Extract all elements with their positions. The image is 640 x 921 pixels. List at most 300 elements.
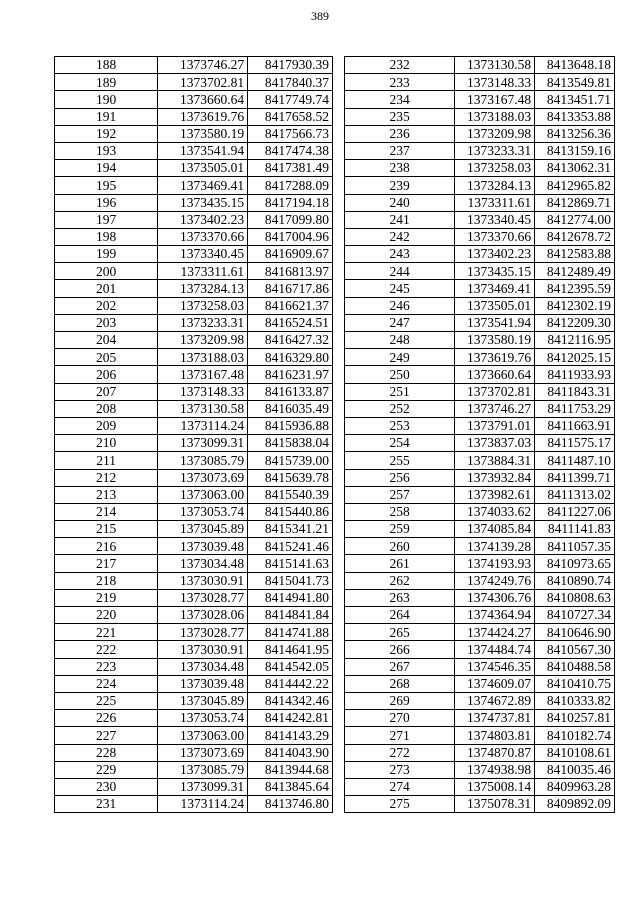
table-row bbox=[345, 692, 615, 709]
x-coordinate-cell: 1373028.06 bbox=[158, 607, 248, 624]
y-coordinate-cell: 8415440.86 bbox=[248, 503, 333, 520]
table-row bbox=[345, 228, 615, 245]
point-number-cell: 225 bbox=[55, 692, 158, 709]
x-coordinate-cell: 1373148.33 bbox=[158, 383, 248, 400]
x-coordinate-cell: 1373402.23 bbox=[158, 211, 248, 228]
table-row bbox=[55, 246, 333, 263]
x-coordinate-cell: 1373045.89 bbox=[158, 692, 248, 709]
y-coordinate-cell: 8415739.00 bbox=[248, 452, 333, 469]
x-coordinate-cell: 1373073.69 bbox=[158, 469, 248, 486]
table-row bbox=[55, 572, 333, 589]
point-number-cell: 240 bbox=[345, 194, 455, 211]
table-row bbox=[55, 744, 333, 761]
table-row bbox=[345, 469, 615, 486]
point-number-cell: 271 bbox=[345, 727, 455, 744]
point-number-cell: 244 bbox=[345, 263, 455, 280]
x-coordinate-cell: 1373209.98 bbox=[455, 125, 535, 142]
point-number-cell: 259 bbox=[345, 521, 455, 538]
y-coordinate-cell: 8412302.19 bbox=[535, 297, 615, 314]
y-coordinate-cell: 8410035.46 bbox=[535, 761, 615, 778]
x-coordinate-cell: 1373284.13 bbox=[455, 177, 535, 194]
table-row bbox=[345, 503, 615, 520]
table-row bbox=[345, 641, 615, 658]
table-row bbox=[345, 589, 615, 606]
point-number-cell: 236 bbox=[345, 125, 455, 142]
point-number-cell: 218 bbox=[55, 572, 158, 589]
y-coordinate-cell: 8417658.52 bbox=[248, 108, 333, 125]
point-number-cell: 205 bbox=[55, 349, 158, 366]
point-number-cell: 247 bbox=[345, 314, 455, 331]
point-number-cell: 268 bbox=[345, 675, 455, 692]
table-row bbox=[55, 57, 333, 74]
table-row bbox=[345, 624, 615, 641]
y-coordinate-cell: 8411753.29 bbox=[535, 400, 615, 417]
table-row bbox=[55, 538, 333, 555]
table-row bbox=[345, 74, 615, 91]
point-number-cell: 266 bbox=[345, 641, 455, 658]
x-coordinate-cell: 1373284.13 bbox=[158, 280, 248, 297]
x-coordinate-cell: 1373053.74 bbox=[158, 503, 248, 520]
y-coordinate-cell: 8410488.58 bbox=[535, 658, 615, 675]
x-coordinate-cell: 1373340.45 bbox=[455, 211, 535, 228]
table-row bbox=[345, 572, 615, 589]
y-coordinate-cell: 8413944.68 bbox=[248, 761, 333, 778]
y-coordinate-cell: 8416524.51 bbox=[248, 314, 333, 331]
table-row bbox=[345, 778, 615, 795]
y-coordinate-cell: 8412489.49 bbox=[535, 263, 615, 280]
y-coordinate-cell: 8412583.88 bbox=[535, 246, 615, 263]
point-number-cell: 220 bbox=[55, 607, 158, 624]
point-number-cell: 227 bbox=[55, 727, 158, 744]
table-row bbox=[345, 349, 615, 366]
y-coordinate-cell: 8417099.80 bbox=[248, 211, 333, 228]
y-coordinate-cell: 8414741.88 bbox=[248, 624, 333, 641]
table-row bbox=[55, 435, 333, 452]
x-coordinate-cell: 1374609.07 bbox=[455, 675, 535, 692]
table-row bbox=[345, 744, 615, 761]
y-coordinate-cell: 8411663.91 bbox=[535, 417, 615, 434]
point-number-cell: 250 bbox=[345, 366, 455, 383]
x-coordinate-cell: 1373837.03 bbox=[455, 435, 535, 452]
table-row bbox=[345, 555, 615, 572]
y-coordinate-cell: 8413159.16 bbox=[535, 142, 615, 159]
point-number-cell: 226 bbox=[55, 710, 158, 727]
x-coordinate-cell: 1373085.79 bbox=[158, 452, 248, 469]
point-number-cell: 209 bbox=[55, 417, 158, 434]
table-row bbox=[345, 383, 615, 400]
table-row bbox=[55, 589, 333, 606]
x-coordinate-cell: 1374870.87 bbox=[455, 744, 535, 761]
point-number-cell: 219 bbox=[55, 589, 158, 606]
x-coordinate-cell: 1374424.27 bbox=[455, 624, 535, 641]
x-coordinate-cell: 1374672.89 bbox=[455, 692, 535, 709]
y-coordinate-cell: 8410257.81 bbox=[535, 710, 615, 727]
point-number-cell: 267 bbox=[345, 658, 455, 675]
page-number: 389 bbox=[311, 9, 329, 23]
y-coordinate-cell: 8416621.37 bbox=[248, 297, 333, 314]
table-row bbox=[345, 297, 615, 314]
point-number-cell: 257 bbox=[345, 486, 455, 503]
x-coordinate-cell: 1374803.81 bbox=[455, 727, 535, 744]
x-coordinate-cell: 1373030.91 bbox=[158, 641, 248, 658]
point-number-cell: 202 bbox=[55, 297, 158, 314]
point-number-cell: 239 bbox=[345, 177, 455, 194]
point-number-cell: 229 bbox=[55, 761, 158, 778]
table-row bbox=[345, 400, 615, 417]
x-coordinate-cell: 1373233.31 bbox=[455, 142, 535, 159]
table-row bbox=[345, 263, 615, 280]
point-number-cell: 203 bbox=[55, 314, 158, 331]
x-coordinate-cell: 1373258.03 bbox=[158, 297, 248, 314]
table-row bbox=[55, 469, 333, 486]
table-row bbox=[55, 263, 333, 280]
point-number-cell: 258 bbox=[345, 503, 455, 520]
table-row bbox=[55, 194, 333, 211]
point-number-cell: 221 bbox=[55, 624, 158, 641]
x-coordinate-cell: 1373505.01 bbox=[158, 160, 248, 177]
x-coordinate-cell: 1374139.28 bbox=[455, 538, 535, 555]
x-coordinate-cell: 1373402.23 bbox=[455, 246, 535, 263]
point-number-cell: 198 bbox=[55, 228, 158, 245]
y-coordinate-cell: 8413845.64 bbox=[248, 778, 333, 795]
y-coordinate-cell: 8409892.09 bbox=[535, 796, 615, 813]
y-coordinate-cell: 8416231.97 bbox=[248, 366, 333, 383]
point-number-cell: 231 bbox=[55, 796, 158, 813]
x-coordinate-cell: 1373541.94 bbox=[455, 314, 535, 331]
point-number-cell: 245 bbox=[345, 280, 455, 297]
table-row bbox=[345, 57, 615, 74]
x-coordinate-cell: 1373311.61 bbox=[455, 194, 535, 211]
table-row bbox=[55, 452, 333, 469]
x-coordinate-cell: 1373130.58 bbox=[158, 400, 248, 417]
x-coordinate-cell: 1373028.77 bbox=[158, 589, 248, 606]
table-row bbox=[345, 452, 615, 469]
table-row bbox=[55, 675, 333, 692]
table-row bbox=[345, 246, 615, 263]
point-number-cell: 196 bbox=[55, 194, 158, 211]
point-number-cell: 232 bbox=[345, 57, 455, 74]
x-coordinate-cell: 1373114.24 bbox=[158, 796, 248, 813]
x-coordinate-cell: 1373541.94 bbox=[158, 142, 248, 159]
point-number-cell: 192 bbox=[55, 125, 158, 142]
point-number-cell: 199 bbox=[55, 246, 158, 263]
y-coordinate-cell: 8411575.17 bbox=[535, 435, 615, 452]
y-coordinate-cell: 8411057.35 bbox=[535, 538, 615, 555]
point-number-cell: 228 bbox=[55, 744, 158, 761]
y-coordinate-cell: 8412678.72 bbox=[535, 228, 615, 245]
y-coordinate-cell: 8412209.30 bbox=[535, 314, 615, 331]
y-coordinate-cell: 8414043.90 bbox=[248, 744, 333, 761]
table-row bbox=[345, 332, 615, 349]
y-coordinate-cell: 8416329.80 bbox=[248, 349, 333, 366]
point-number-cell: 214 bbox=[55, 503, 158, 520]
y-coordinate-cell: 8416133.87 bbox=[248, 383, 333, 400]
y-coordinate-cell: 8410410.75 bbox=[535, 675, 615, 692]
point-number-cell: 269 bbox=[345, 692, 455, 709]
point-number-cell: 222 bbox=[55, 641, 158, 658]
x-coordinate-cell: 1373034.48 bbox=[158, 555, 248, 572]
point-number-cell: 273 bbox=[345, 761, 455, 778]
point-number-cell: 211 bbox=[55, 452, 158, 469]
table-row bbox=[345, 417, 615, 434]
point-number-cell: 210 bbox=[55, 435, 158, 452]
y-coordinate-cell: 8413062.31 bbox=[535, 160, 615, 177]
table-row bbox=[55, 125, 333, 142]
y-coordinate-cell: 8410727.34 bbox=[535, 607, 615, 624]
point-number-cell: 234 bbox=[345, 91, 455, 108]
x-coordinate-cell: 1374085.84 bbox=[455, 521, 535, 538]
point-number-cell: 262 bbox=[345, 572, 455, 589]
point-number-cell: 253 bbox=[345, 417, 455, 434]
x-coordinate-cell: 1374364.94 bbox=[455, 607, 535, 624]
y-coordinate-cell: 8417004.96 bbox=[248, 228, 333, 245]
x-coordinate-cell: 1373932.84 bbox=[455, 469, 535, 486]
table-row bbox=[55, 692, 333, 709]
y-coordinate-cell: 8417194.18 bbox=[248, 194, 333, 211]
y-coordinate-cell: 8417288.09 bbox=[248, 177, 333, 194]
x-coordinate-cell: 1373660.64 bbox=[158, 91, 248, 108]
y-coordinate-cell: 8412869.71 bbox=[535, 194, 615, 211]
y-coordinate-cell: 8410108.61 bbox=[535, 744, 615, 761]
table-row bbox=[55, 400, 333, 417]
point-number-cell: 224 bbox=[55, 675, 158, 692]
y-coordinate-cell: 8411141.83 bbox=[535, 521, 615, 538]
y-coordinate-cell: 8416035.49 bbox=[248, 400, 333, 417]
x-coordinate-cell: 1374938.98 bbox=[455, 761, 535, 778]
y-coordinate-cell: 8414143.29 bbox=[248, 727, 333, 744]
x-coordinate-cell: 1373884.31 bbox=[455, 452, 535, 469]
x-coordinate-cell: 1373148.33 bbox=[455, 74, 535, 91]
table-row bbox=[55, 297, 333, 314]
y-coordinate-cell: 8409963.28 bbox=[535, 778, 615, 795]
y-coordinate-cell: 8413451.71 bbox=[535, 91, 615, 108]
table-row bbox=[55, 624, 333, 641]
table-row bbox=[345, 521, 615, 538]
table-row bbox=[55, 778, 333, 795]
y-coordinate-cell: 8417840.37 bbox=[248, 74, 333, 91]
table-row bbox=[55, 314, 333, 331]
y-coordinate-cell: 8415241.46 bbox=[248, 538, 333, 555]
point-number-cell: 274 bbox=[345, 778, 455, 795]
y-coordinate-cell: 8415639.78 bbox=[248, 469, 333, 486]
x-coordinate-cell: 1373045.89 bbox=[158, 521, 248, 538]
y-coordinate-cell: 8413256.36 bbox=[535, 125, 615, 142]
x-coordinate-cell: 1373746.27 bbox=[455, 400, 535, 417]
point-number-cell: 241 bbox=[345, 211, 455, 228]
x-coordinate-cell: 1373034.48 bbox=[158, 658, 248, 675]
point-number-cell: 223 bbox=[55, 658, 158, 675]
x-coordinate-cell: 1373619.76 bbox=[158, 108, 248, 125]
y-coordinate-cell: 8415838.04 bbox=[248, 435, 333, 452]
y-coordinate-cell: 8415341.21 bbox=[248, 521, 333, 538]
coordinates-table-right-body bbox=[345, 57, 615, 813]
table-row bbox=[345, 366, 615, 383]
table-row bbox=[55, 641, 333, 658]
x-coordinate-cell: 1373114.24 bbox=[158, 417, 248, 434]
y-coordinate-cell: 8415041.73 bbox=[248, 572, 333, 589]
table-row bbox=[55, 228, 333, 245]
table-row bbox=[55, 486, 333, 503]
y-coordinate-cell: 8413648.18 bbox=[535, 57, 615, 74]
table-row bbox=[345, 607, 615, 624]
table-row bbox=[55, 761, 333, 778]
y-coordinate-cell: 8410646.90 bbox=[535, 624, 615, 641]
table-row bbox=[55, 177, 333, 194]
point-number-cell: 189 bbox=[55, 74, 158, 91]
point-number-cell: 249 bbox=[345, 349, 455, 366]
y-coordinate-cell: 8414242.81 bbox=[248, 710, 333, 727]
table-row bbox=[55, 383, 333, 400]
x-coordinate-cell: 1374193.93 bbox=[455, 555, 535, 572]
y-coordinate-cell: 8410567.30 bbox=[535, 641, 615, 658]
point-number-cell: 260 bbox=[345, 538, 455, 555]
x-coordinate-cell: 1373167.48 bbox=[455, 91, 535, 108]
table-row bbox=[55, 366, 333, 383]
x-coordinate-cell: 1373258.03 bbox=[455, 160, 535, 177]
y-coordinate-cell: 8412774.00 bbox=[535, 211, 615, 228]
y-coordinate-cell: 8411487.10 bbox=[535, 452, 615, 469]
y-coordinate-cell: 8416813.97 bbox=[248, 263, 333, 280]
point-number-cell: 243 bbox=[345, 246, 455, 263]
y-coordinate-cell: 8416427.32 bbox=[248, 332, 333, 349]
point-number-cell: 193 bbox=[55, 142, 158, 159]
table-row bbox=[345, 796, 615, 813]
table-row bbox=[55, 710, 333, 727]
point-number-cell: 251 bbox=[345, 383, 455, 400]
x-coordinate-cell: 1373053.74 bbox=[158, 710, 248, 727]
point-number-cell: 261 bbox=[345, 555, 455, 572]
point-number-cell: 237 bbox=[345, 142, 455, 159]
point-number-cell: 208 bbox=[55, 400, 158, 417]
x-coordinate-cell: 1375078.31 bbox=[455, 796, 535, 813]
coordinates-table-left bbox=[54, 56, 333, 813]
table-row bbox=[345, 761, 615, 778]
x-coordinate-cell: 1373085.79 bbox=[158, 761, 248, 778]
x-coordinate-cell: 1373311.61 bbox=[158, 263, 248, 280]
x-coordinate-cell: 1373340.45 bbox=[158, 246, 248, 263]
point-number-cell: 238 bbox=[345, 160, 455, 177]
point-number-cell: 190 bbox=[55, 91, 158, 108]
y-coordinate-cell: 8415141.63 bbox=[248, 555, 333, 572]
x-coordinate-cell: 1373209.98 bbox=[158, 332, 248, 349]
table-row bbox=[55, 74, 333, 91]
point-number-cell: 264 bbox=[345, 607, 455, 624]
y-coordinate-cell: 8417930.39 bbox=[248, 57, 333, 74]
point-number-cell: 255 bbox=[345, 452, 455, 469]
point-number-cell: 215 bbox=[55, 521, 158, 538]
x-coordinate-cell: 1373580.19 bbox=[455, 332, 535, 349]
point-number-cell: 233 bbox=[345, 74, 455, 91]
table-row bbox=[55, 108, 333, 125]
table-row bbox=[345, 108, 615, 125]
point-number-cell: 212 bbox=[55, 469, 158, 486]
table-row bbox=[345, 142, 615, 159]
table-row bbox=[55, 503, 333, 520]
point-number-cell: 242 bbox=[345, 228, 455, 245]
x-coordinate-cell: 1374249.76 bbox=[455, 572, 535, 589]
y-coordinate-cell: 8417381.49 bbox=[248, 160, 333, 177]
point-number-cell: 217 bbox=[55, 555, 158, 572]
y-coordinate-cell: 8411933.93 bbox=[535, 366, 615, 383]
y-coordinate-cell: 8414442.22 bbox=[248, 675, 333, 692]
table-row bbox=[345, 91, 615, 108]
table-row bbox=[55, 521, 333, 538]
y-coordinate-cell: 8410808.63 bbox=[535, 589, 615, 606]
point-number-cell: 246 bbox=[345, 297, 455, 314]
y-coordinate-cell: 8411227.06 bbox=[535, 503, 615, 520]
y-coordinate-cell: 8410973.65 bbox=[535, 555, 615, 572]
x-coordinate-cell: 1373099.31 bbox=[158, 778, 248, 795]
x-coordinate-cell: 1373702.81 bbox=[158, 74, 248, 91]
x-coordinate-cell: 1373469.41 bbox=[455, 280, 535, 297]
table-row bbox=[55, 555, 333, 572]
point-number-cell: 206 bbox=[55, 366, 158, 383]
table-row bbox=[345, 486, 615, 503]
x-coordinate-cell: 1373030.91 bbox=[158, 572, 248, 589]
x-coordinate-cell: 1373660.64 bbox=[455, 366, 535, 383]
y-coordinate-cell: 8415936.88 bbox=[248, 417, 333, 434]
table-row bbox=[55, 658, 333, 675]
table-row bbox=[55, 417, 333, 434]
x-coordinate-cell: 1374484.74 bbox=[455, 641, 535, 658]
x-coordinate-cell: 1373505.01 bbox=[455, 297, 535, 314]
x-coordinate-cell: 1374737.81 bbox=[455, 710, 535, 727]
x-coordinate-cell: 1373580.19 bbox=[158, 125, 248, 142]
y-coordinate-cell: 8410333.82 bbox=[535, 692, 615, 709]
y-coordinate-cell: 8412965.82 bbox=[535, 177, 615, 194]
y-coordinate-cell: 8417474.38 bbox=[248, 142, 333, 159]
point-number-cell: 216 bbox=[55, 538, 158, 555]
point-number-cell: 265 bbox=[345, 624, 455, 641]
point-number-cell: 195 bbox=[55, 177, 158, 194]
x-coordinate-cell: 1373099.31 bbox=[158, 435, 248, 452]
x-coordinate-cell: 1373233.31 bbox=[158, 314, 248, 331]
point-number-cell: 188 bbox=[55, 57, 158, 74]
table-row bbox=[55, 160, 333, 177]
y-coordinate-cell: 8413549.81 bbox=[535, 74, 615, 91]
x-coordinate-cell: 1374033.62 bbox=[455, 503, 535, 520]
point-number-cell: 200 bbox=[55, 263, 158, 280]
table-row bbox=[345, 658, 615, 675]
point-number-cell: 197 bbox=[55, 211, 158, 228]
table-row bbox=[345, 160, 615, 177]
table-row bbox=[345, 125, 615, 142]
point-number-cell: 256 bbox=[345, 469, 455, 486]
x-coordinate-cell: 1373982.61 bbox=[455, 486, 535, 503]
table-row bbox=[345, 194, 615, 211]
x-coordinate-cell: 1373039.48 bbox=[158, 675, 248, 692]
point-number-cell: 213 bbox=[55, 486, 158, 503]
x-coordinate-cell: 1373130.58 bbox=[455, 57, 535, 74]
y-coordinate-cell: 8411399.71 bbox=[535, 469, 615, 486]
x-coordinate-cell: 1374546.35 bbox=[455, 658, 535, 675]
y-coordinate-cell: 8412116.95 bbox=[535, 332, 615, 349]
x-coordinate-cell: 1373702.81 bbox=[455, 383, 535, 400]
y-coordinate-cell: 8411313.02 bbox=[535, 486, 615, 503]
x-coordinate-cell: 1373028.77 bbox=[158, 624, 248, 641]
table-row bbox=[55, 91, 333, 108]
x-coordinate-cell: 1373167.48 bbox=[158, 366, 248, 383]
y-coordinate-cell: 8415540.39 bbox=[248, 486, 333, 503]
point-number-cell: 270 bbox=[345, 710, 455, 727]
x-coordinate-cell: 1373791.01 bbox=[455, 417, 535, 434]
y-coordinate-cell: 8417566.73 bbox=[248, 125, 333, 142]
y-coordinate-cell: 8414841.84 bbox=[248, 607, 333, 624]
x-coordinate-cell: 1373063.00 bbox=[158, 727, 248, 744]
table-row bbox=[55, 142, 333, 159]
point-number-cell: 272 bbox=[345, 744, 455, 761]
x-coordinate-cell: 1373063.00 bbox=[158, 486, 248, 503]
